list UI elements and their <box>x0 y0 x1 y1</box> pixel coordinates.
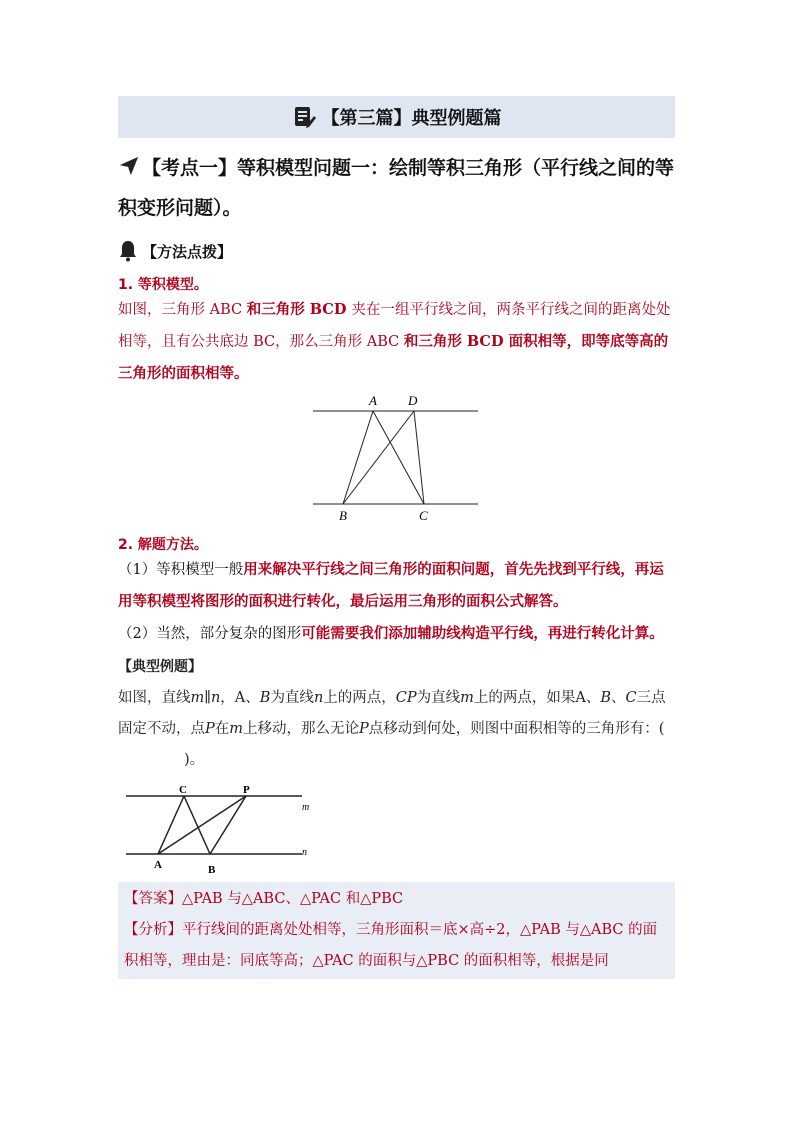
section-title: 【第三篇】典型例题篇 <box>321 108 502 129</box>
point1-paragraph <box>118 294 675 390</box>
q-m2: m <box>460 690 474 706</box>
topic-title: 【考点一】等积模型问题一：绘制等积三角形（平行线之间的等积变形问题）。 <box>118 157 675 219</box>
point1-text-d: 和三角形 BCD 面积相等，即等底等高的三角形的面积相等。 <box>118 333 669 382</box>
label-m: m <box>302 802 310 813</box>
segment-cb <box>184 796 210 854</box>
q-text-9: 在 <box>214 721 230 737</box>
q-text-6: 上的两点，如果A、 <box>473 690 601 706</box>
q-text-12: )。 <box>184 752 205 768</box>
label-c2: C <box>179 784 187 796</box>
q-m3: m <box>229 721 244 737</box>
q-text-4: 上的两点， <box>323 690 396 706</box>
point1-title: 1. 等积模型。 <box>118 277 208 293</box>
topic-title-block <box>118 148 675 228</box>
example-question <box>118 683 675 776</box>
q-b: B <box>259 690 271 706</box>
point2-step2-b: 可能需要我们添加辅助线构造平行线，再进行转化计算。 <box>301 625 664 642</box>
example-heading: 【典型例题】 <box>118 659 202 675</box>
q-c: C <box>625 690 637 706</box>
label-b: B <box>339 508 347 522</box>
method-heading <box>118 240 675 262</box>
q-n: n <box>210 690 221 706</box>
q-text-3: 为直线 <box>270 690 314 706</box>
label-p: P <box>243 784 250 796</box>
q-text-11: 点移动到何处，则图中面积相等的三角形有：( <box>368 721 665 737</box>
segment-dc <box>414 411 424 504</box>
point2-title: 2. 解题方法。 <box>118 537 208 553</box>
method-heading-text: 【方法点拨】 <box>142 242 233 261</box>
example-figure <box>122 782 322 874</box>
point1-text-c: 夹在一组平行线之间，两条平行线之间的距离处处相等，且有公共底边 BC，那么三角形 ABC <box>118 302 671 350</box>
answer-line <box>124 884 669 915</box>
segment-pb <box>210 796 246 854</box>
point2-step2-a: （2）当然，部分复杂的图形 <box>118 626 302 642</box>
q-text-8: 三点固定不动，点 <box>118 690 666 737</box>
label-a2: A <box>154 859 162 871</box>
q-n2: n <box>313 690 324 706</box>
page-content <box>118 96 675 979</box>
q-text-7: 、 <box>611 690 626 706</box>
pin-arrow-icon <box>118 155 140 177</box>
q-cp: CP <box>395 690 417 706</box>
analysis-line <box>124 915 669 977</box>
q-text-5: 为直线 <box>416 690 461 706</box>
q-m: m <box>190 690 205 706</box>
q-p: P <box>205 721 215 737</box>
segment-ac <box>373 411 424 504</box>
label-c: C <box>419 508 428 522</box>
label-b2: B <box>208 864 216 874</box>
label-a: A <box>369 394 377 408</box>
point2-step1 <box>118 554 675 618</box>
point2-step1-a: （1）等积模型一般 <box>118 562 244 578</box>
note-edit-icon <box>292 105 316 129</box>
q-b2: B <box>600 690 612 706</box>
q-parallel: ∥ <box>204 690 211 706</box>
point2-step2 <box>118 618 675 650</box>
point1-text-a: 如图，三角形 ABC <box>118 302 247 318</box>
q-text-2: ，A、 <box>220 690 260 706</box>
analysis-text: 平行线间的距离处处相等，三角形面积＝底×高÷2，△PAB 与△ABC 的面积相等，理由是：同底等高；△PAC 的面积与△PBC 的面积相等，根据是同 <box>124 922 658 969</box>
segment-db <box>343 411 414 504</box>
segment-ab <box>343 411 373 504</box>
answer-tag: 【答案】 <box>124 891 182 907</box>
equal-area-model-figure <box>308 394 488 522</box>
bell-icon <box>118 240 138 262</box>
q-text-10: 上移动，那么无论 <box>243 721 360 737</box>
answer-analysis-box <box>118 882 675 979</box>
label-d: D <box>408 394 418 408</box>
answer-text: △PAB 与△ABC、△PAC 和△PBC <box>182 891 404 907</box>
q-p2: P <box>359 721 369 737</box>
analysis-tag: 【分析】 <box>124 922 182 938</box>
q-text-1: 如图，直线 <box>118 690 191 706</box>
section-banner <box>118 96 675 138</box>
point1-text-b: 和三角形 BCD <box>246 301 352 318</box>
label-n: n <box>302 847 307 858</box>
point2-step1-b: 用来解决平行线之间三角形的面积问题，首先先找到平行线，再运用等积模型将图形的面积进行转化，最后运用三角形的面积公式解答。 <box>118 561 664 610</box>
